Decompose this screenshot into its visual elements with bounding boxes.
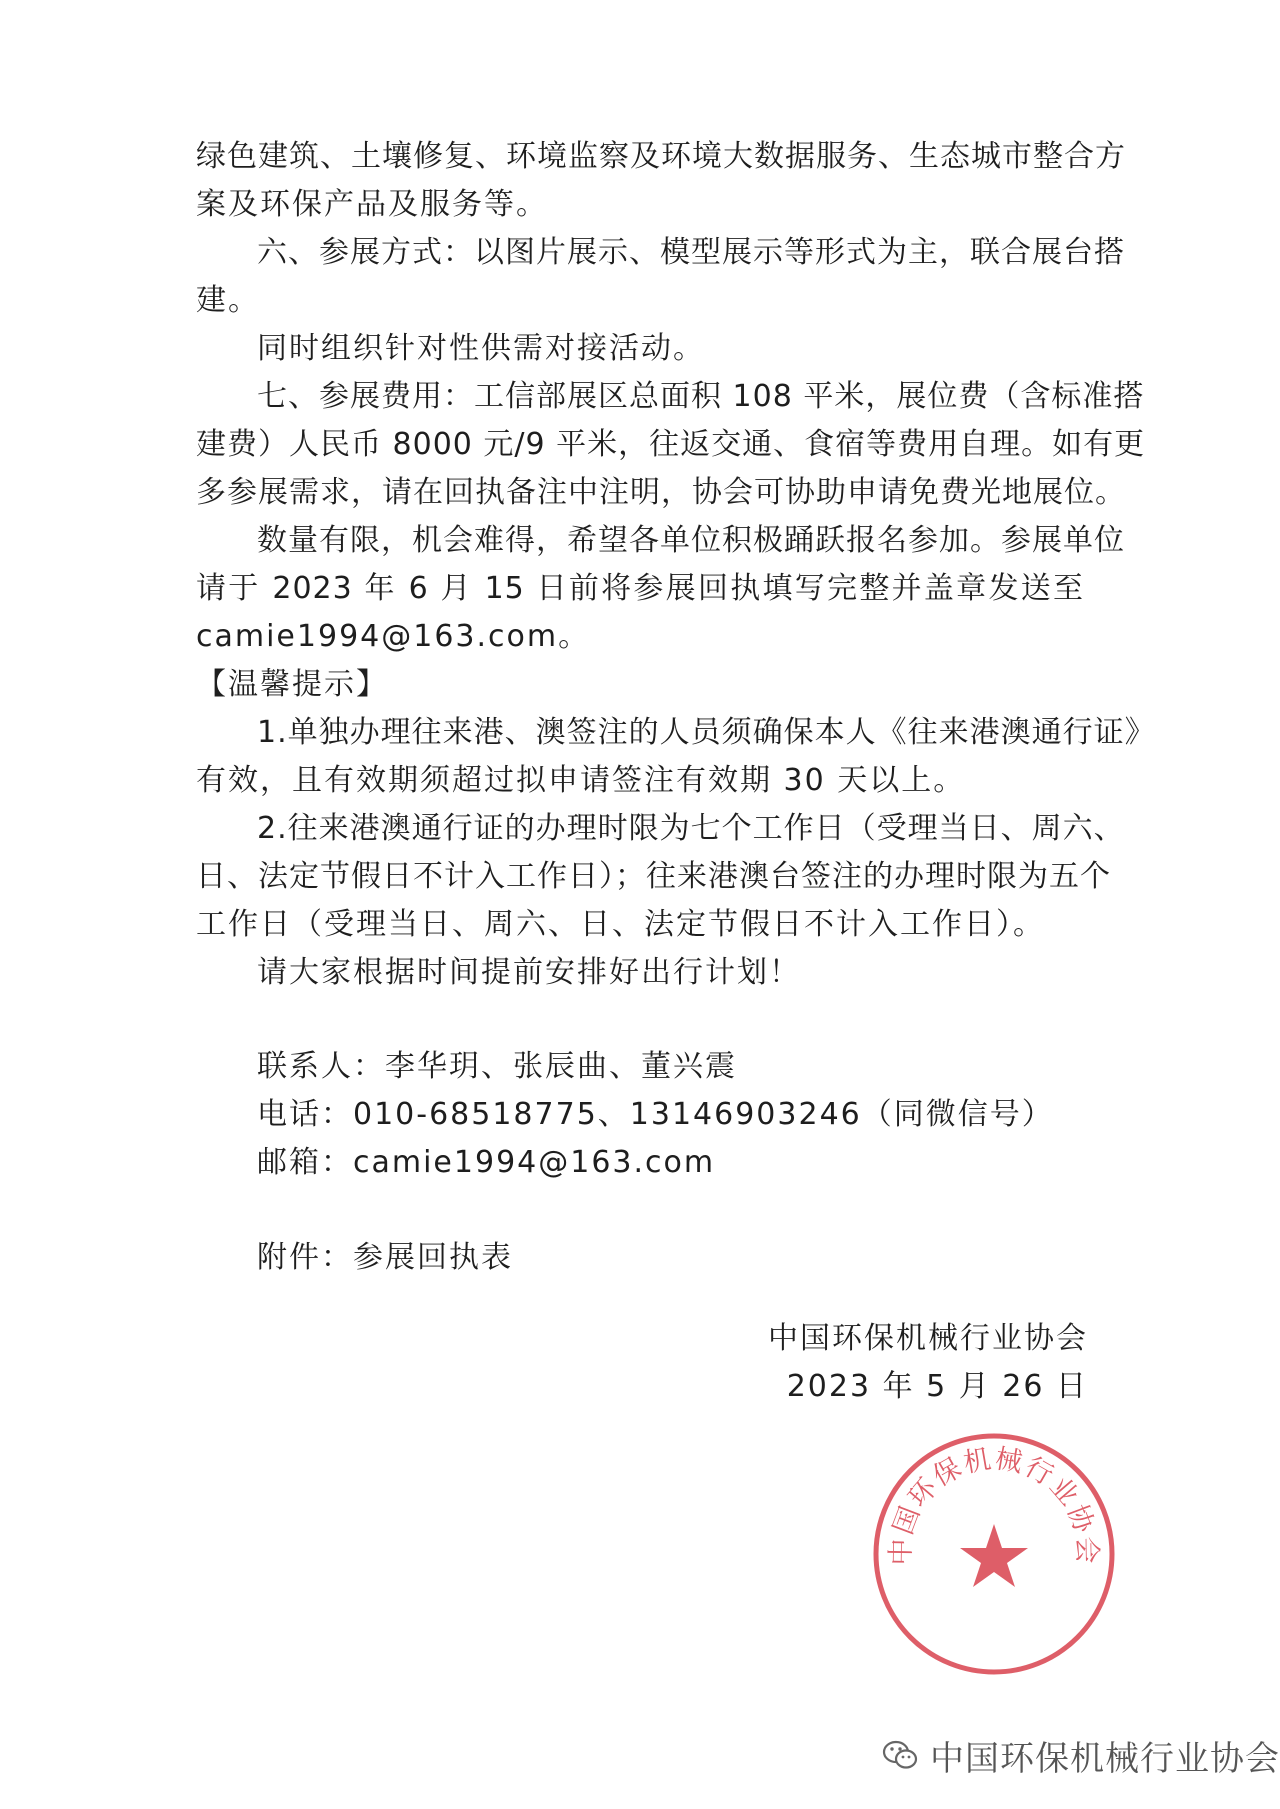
signature-date: 2023 年 5 月 26 日 — [786, 1369, 1088, 1404]
tip-line: 1.单独办理往来港、澳签注的人员须确保本人《往来港澳通行证》 — [257, 715, 1156, 750]
section-seven-heading: 七、参展费用：工信部展区总面积 108 平米，展位费（含标准搭 — [257, 379, 1145, 414]
tip-line: 有效，且有效期须超过拟申请签注有效期 30 天以上。 — [196, 763, 966, 798]
contact-phone: 电话：010-68518775、13146903246（同微信号） — [257, 1097, 1054, 1132]
wechat-footer — [880, 1730, 1280, 1780]
body-line: 建。 — [196, 283, 260, 318]
section-six-heading: 六、参展方式：以图片展示、模型展示等形式为主，联合展台搭 — [257, 235, 1125, 270]
body-line: 绿色建筑、土壤修复、环境监察及环境大数据服务、生态城市整合方 — [196, 139, 1126, 174]
contact-person: 联系人：李华玥、张辰曲、董兴震 — [257, 1049, 737, 1084]
closing-line: 请大家根据时间提前安排好出行计划！ — [257, 955, 801, 990]
tip-line: 工作日（受理当日、周六、日、法定节假日不计入工作日）。 — [196, 907, 1045, 942]
signature-org: 中国环保机械行业协会 — [768, 1321, 1088, 1356]
attachment-line: 附件：参展回执表 — [257, 1240, 513, 1275]
body-line: 请于 2023 年 6 月 15 日前将参展回执填写完整并盖章发送至 — [196, 571, 1084, 606]
tip-line: 2.往来港澳通行证的办理时限为七个工作日（受理当日、周六、 — [257, 811, 1125, 846]
tips-heading: 【温馨提示】 — [196, 667, 388, 702]
svg-text:中国环保机械行业协会 — [886, 1443, 1102, 1565]
seal-text: 中国环保机械行业协会 — [885, 1443, 1103, 1566]
email-line: camie1994@163.com。 — [196, 619, 591, 654]
wechat-icon — [880, 1735, 920, 1775]
body-line: 数量有限，机会难得，希望各单位积极踊跃报名参加。参展单位 — [257, 523, 1125, 558]
tip-line: 日、法定节假日不计入工作日）；往来港澳台签注的办理时限为五个 — [196, 859, 1111, 894]
body-line: 多参展需求，请在回执备注中注明，协会可协助申请免费光地展位。 — [196, 475, 1126, 510]
body-line: 同时组织针对性供需对接活动。 — [257, 331, 705, 366]
official-seal — [868, 1428, 1120, 1680]
contact-email: 邮箱：camie1994@163.com — [257, 1145, 716, 1180]
body-line: 建费）人民币 8000 元/9 平米，往返交通、食宿等费用自理。如有更 — [196, 427, 1146, 462]
body-line: 案及环保产品及服务等。 — [196, 187, 548, 222]
wechat-account-name: 中国环保机械行业协会 — [930, 1738, 1280, 1779]
